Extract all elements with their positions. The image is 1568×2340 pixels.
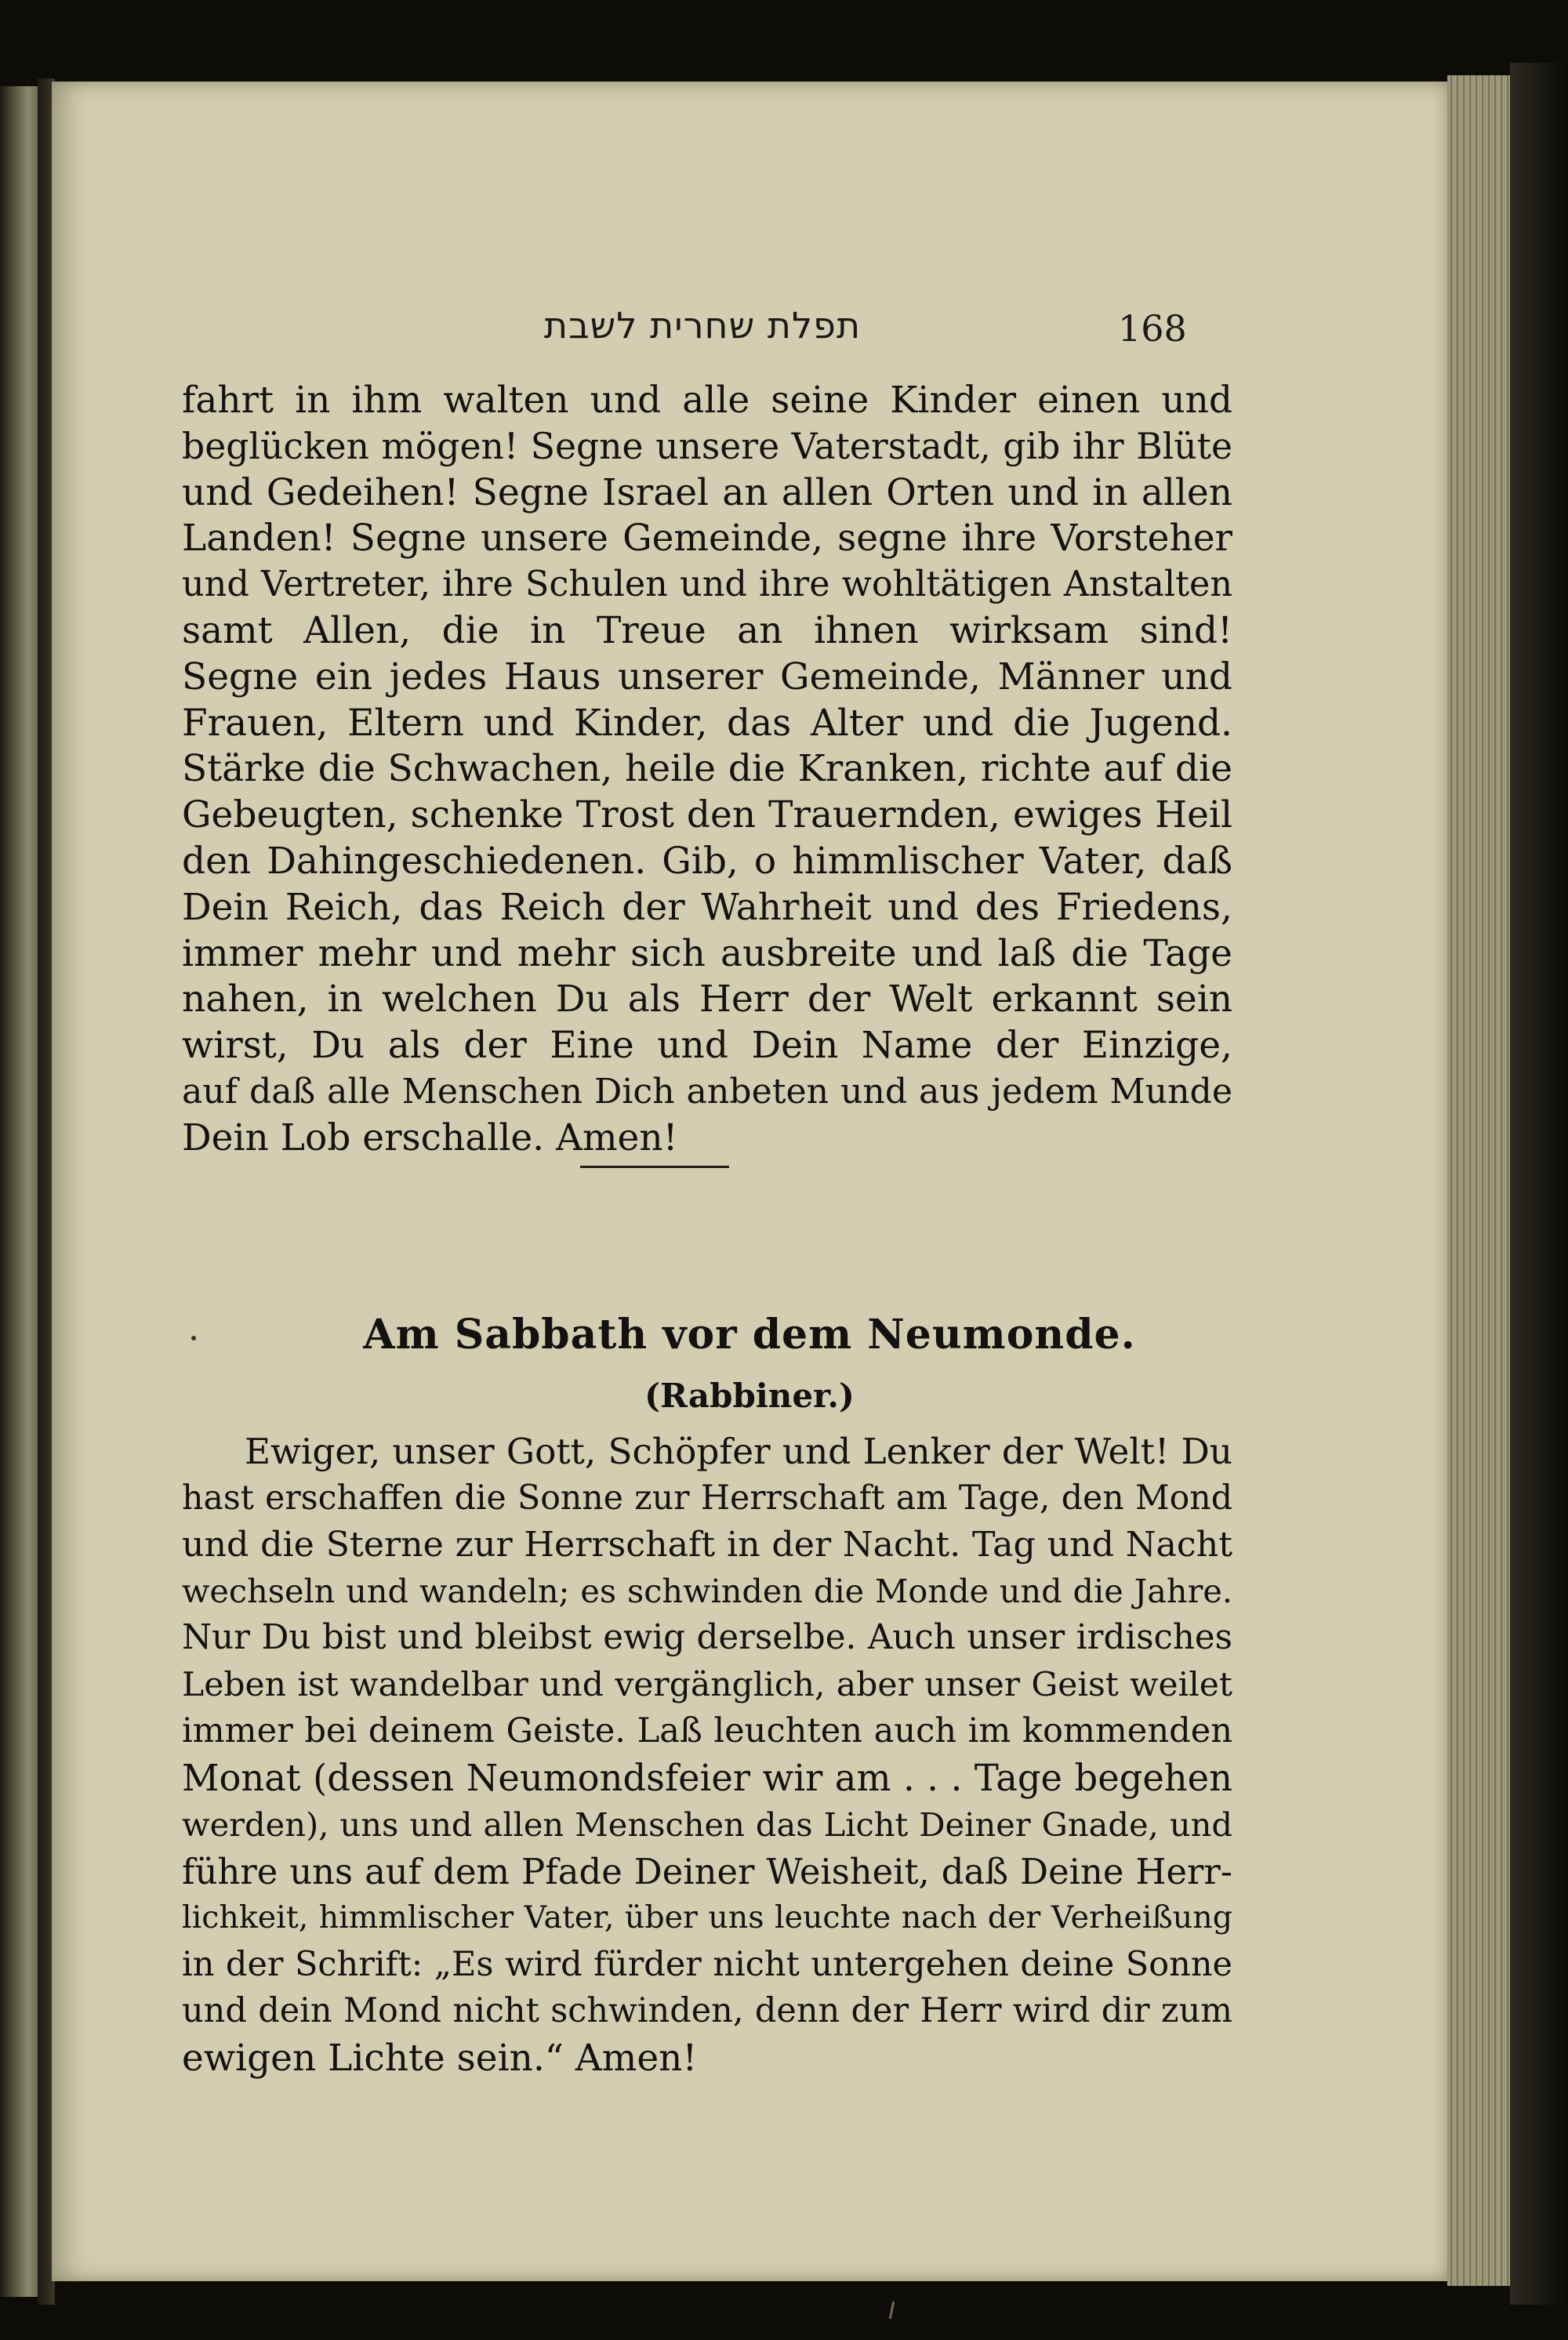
text-line: Landen! Segne unsere Gemeinde, segne ihre Vorsteher xyxy=(182,517,1232,561)
text-line: wechseln und wandeln; es schwinden die Monde und die Jahre. xyxy=(182,1572,1232,1610)
text-line: und dein Mond nicht schwinden, denn der Herr wird dir zum xyxy=(182,1991,1232,2030)
text-line: immer mehr und mehr sich ausbreite und laß die Tage xyxy=(182,931,1232,975)
text-line: auf daß alle Menschen Dich anbeten und aus jedem Munde xyxy=(182,1071,1232,1112)
text-line: und Vertreter, ihre Schulen und ihre wohltätigen Anstalten xyxy=(182,564,1232,605)
section-title: Am Sabbath vor dem Neumonde. xyxy=(363,1311,1136,1359)
text-line: und die Sterne zur Herrschaft in der Nacht. Tag und Nacht xyxy=(182,1525,1232,1565)
paper-mark xyxy=(889,2302,895,2319)
book-page xyxy=(52,82,1447,2281)
text-line: immer bei deinem Geiste. Laß leuchten auch im kommenden xyxy=(182,1711,1232,1750)
text-line: ewigen Lichte sein.“ Amen! xyxy=(182,2036,698,2080)
text-line: nahen, in welchen Du als Herr der Welt erkannt sein xyxy=(182,978,1232,1021)
text-line: in der Schrift: „Es wird fürder nicht untergehen deine Sonne xyxy=(182,1944,1232,1984)
text-line: wirst, Du als der Eine und Dein Name der Einzige, xyxy=(182,1024,1232,1068)
text-line: Monat (dessen Neumondsfeier wir am . . . Tage begehen xyxy=(182,1756,1232,1799)
text-line: samt Allen, die in Treue an ihnen wirksam sind! xyxy=(182,608,1232,652)
text-line: hast erschaffen die Sonne zur Herrschaft am Tage, den Mond xyxy=(182,1478,1232,1518)
text-line: Dein Lob erschalle. Amen! xyxy=(182,1116,678,1159)
text-line: Stärke die Schwachen, heile die Kranken, richte auf die xyxy=(182,747,1232,791)
previous-page-edge xyxy=(0,86,38,2297)
section-subtitle: (Rabbiner.) xyxy=(644,1377,855,1415)
text-line: Nur Du bist und bleibst ewig derselbe. Auch unser irdisches xyxy=(182,1618,1232,1657)
text-line: führe uns auf dem Pfade Deiner Weisheit, daß Deine Herr- xyxy=(182,1850,1232,1892)
text-line: Frauen, Eltern und Kinder, das Alter und die Jugend. xyxy=(182,701,1232,745)
text-line: Ewiger, unser Gott, Schöpfer und Lenker der Welt! Du xyxy=(245,1431,1232,1472)
neumond-prayer-paragraph xyxy=(182,1428,1232,2081)
text-line: lichkeit, himmlischer Vater, über uns leuchte nach der Verheißung xyxy=(182,1899,1232,1935)
running-head xyxy=(52,304,1447,367)
text-line: Dein Reich, das Reich der Wahrheit und des Friedens, xyxy=(182,885,1232,929)
prayer-continued-paragraph xyxy=(182,378,1232,1162)
section-divider-rule xyxy=(580,1166,729,1168)
text-line: den Dahingeschiedenen. Gib, o himmlischer Vater, daß xyxy=(182,839,1232,883)
text-line: werden), uns und allen Menschen das Licht Deiner Gnade, und xyxy=(182,1805,1232,1844)
page-number: 168 xyxy=(1118,307,1187,350)
running-head-title: תפלת שחרית לשבת xyxy=(543,304,862,346)
text-line: Leben ist wandelbar und vergänglich, aber unser Geist weilet xyxy=(182,1665,1232,1704)
text-line: und Gedeihen! Segne Israel an allen Orten und in allen xyxy=(182,470,1232,514)
text-line: fahrt in ihm walten und alle seine Kinder einen und xyxy=(182,379,1232,422)
page-stack-edge xyxy=(1447,75,1510,2286)
text-line: Gebeugten, schenke Trost den Trauernden, ewiges Heil xyxy=(182,793,1232,837)
text-line: beglücken mögen! Segne unsere Vaterstadt, gib ihr Blüte xyxy=(182,425,1232,467)
page-stack-shadow xyxy=(1510,63,1568,2305)
text-line: Segne ein jedes Haus unserer Gemeinde, Männer und xyxy=(182,655,1232,698)
